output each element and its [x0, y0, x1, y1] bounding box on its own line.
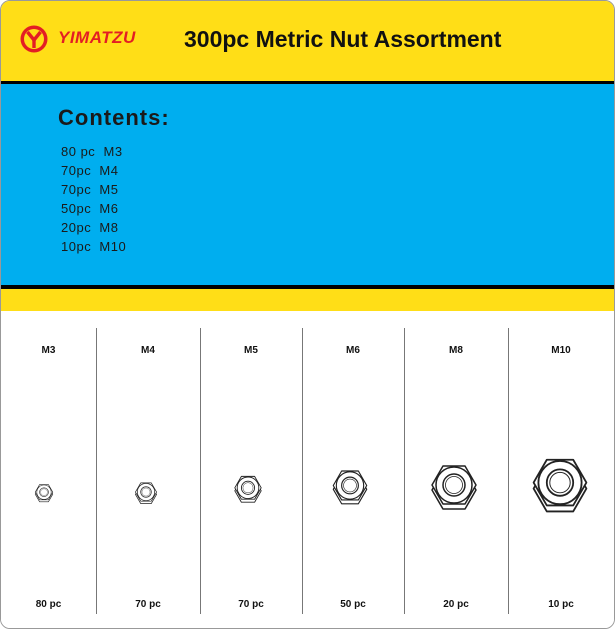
hex-nut-icon	[34, 483, 54, 503]
contents-item: 10pc M10	[61, 239, 127, 254]
hex-nut-icon	[134, 481, 158, 505]
compartment-qty-label: 50 pc	[340, 599, 366, 610]
contents-item: 20pc M8	[61, 220, 119, 235]
compartment-size-label: M4	[141, 345, 155, 356]
compartment-qty-label: 70 pc	[135, 599, 161, 610]
page-title: 300pc Metric Nut Assortment	[184, 26, 502, 52]
compartment-size-label: M8	[449, 345, 463, 356]
compartment-qty-label: 70 pc	[238, 599, 264, 610]
compartment-m3	[1, 328, 97, 614]
brand-name: YIMATZU	[58, 28, 136, 47]
compartment-qty-label: 10 pc	[548, 599, 574, 610]
contents-item: 80 pc M3	[61, 144, 123, 159]
contents-heading: Contents:	[58, 105, 170, 130]
compartment-qty-label: 80 pc	[35, 599, 62, 610]
header-banner	[1, 1, 614, 81]
compartment-size-label: M10	[551, 345, 571, 356]
compartment-m10	[508, 328, 614, 614]
contents-item: 70pc M5	[61, 182, 119, 197]
contents-item: 50pc M6	[61, 201, 119, 216]
hex-nut-icon	[331, 468, 369, 506]
compartment-m5	[200, 328, 303, 614]
compartment-m6	[302, 328, 405, 614]
contents-panel	[1, 84, 614, 285]
compartment-m8	[404, 328, 509, 614]
compartment-size-label: M6	[346, 345, 360, 356]
compartment-size-label: M3	[41, 345, 56, 356]
contents-list	[61, 142, 126, 256]
hex-nut-icon	[530, 455, 590, 515]
compartment-qty-label: 20 pc	[443, 599, 469, 610]
yimatzu-logo-icon	[19, 24, 49, 54]
yellow-strip	[1, 289, 614, 311]
contents-item: 70pc M4	[61, 163, 119, 178]
hex-nut-icon	[233, 474, 263, 504]
hex-nut-icon	[429, 462, 479, 512]
compartment-tray	[1, 316, 614, 628]
compartment-m4	[96, 328, 201, 614]
compartment-size-label: M5	[244, 345, 258, 356]
